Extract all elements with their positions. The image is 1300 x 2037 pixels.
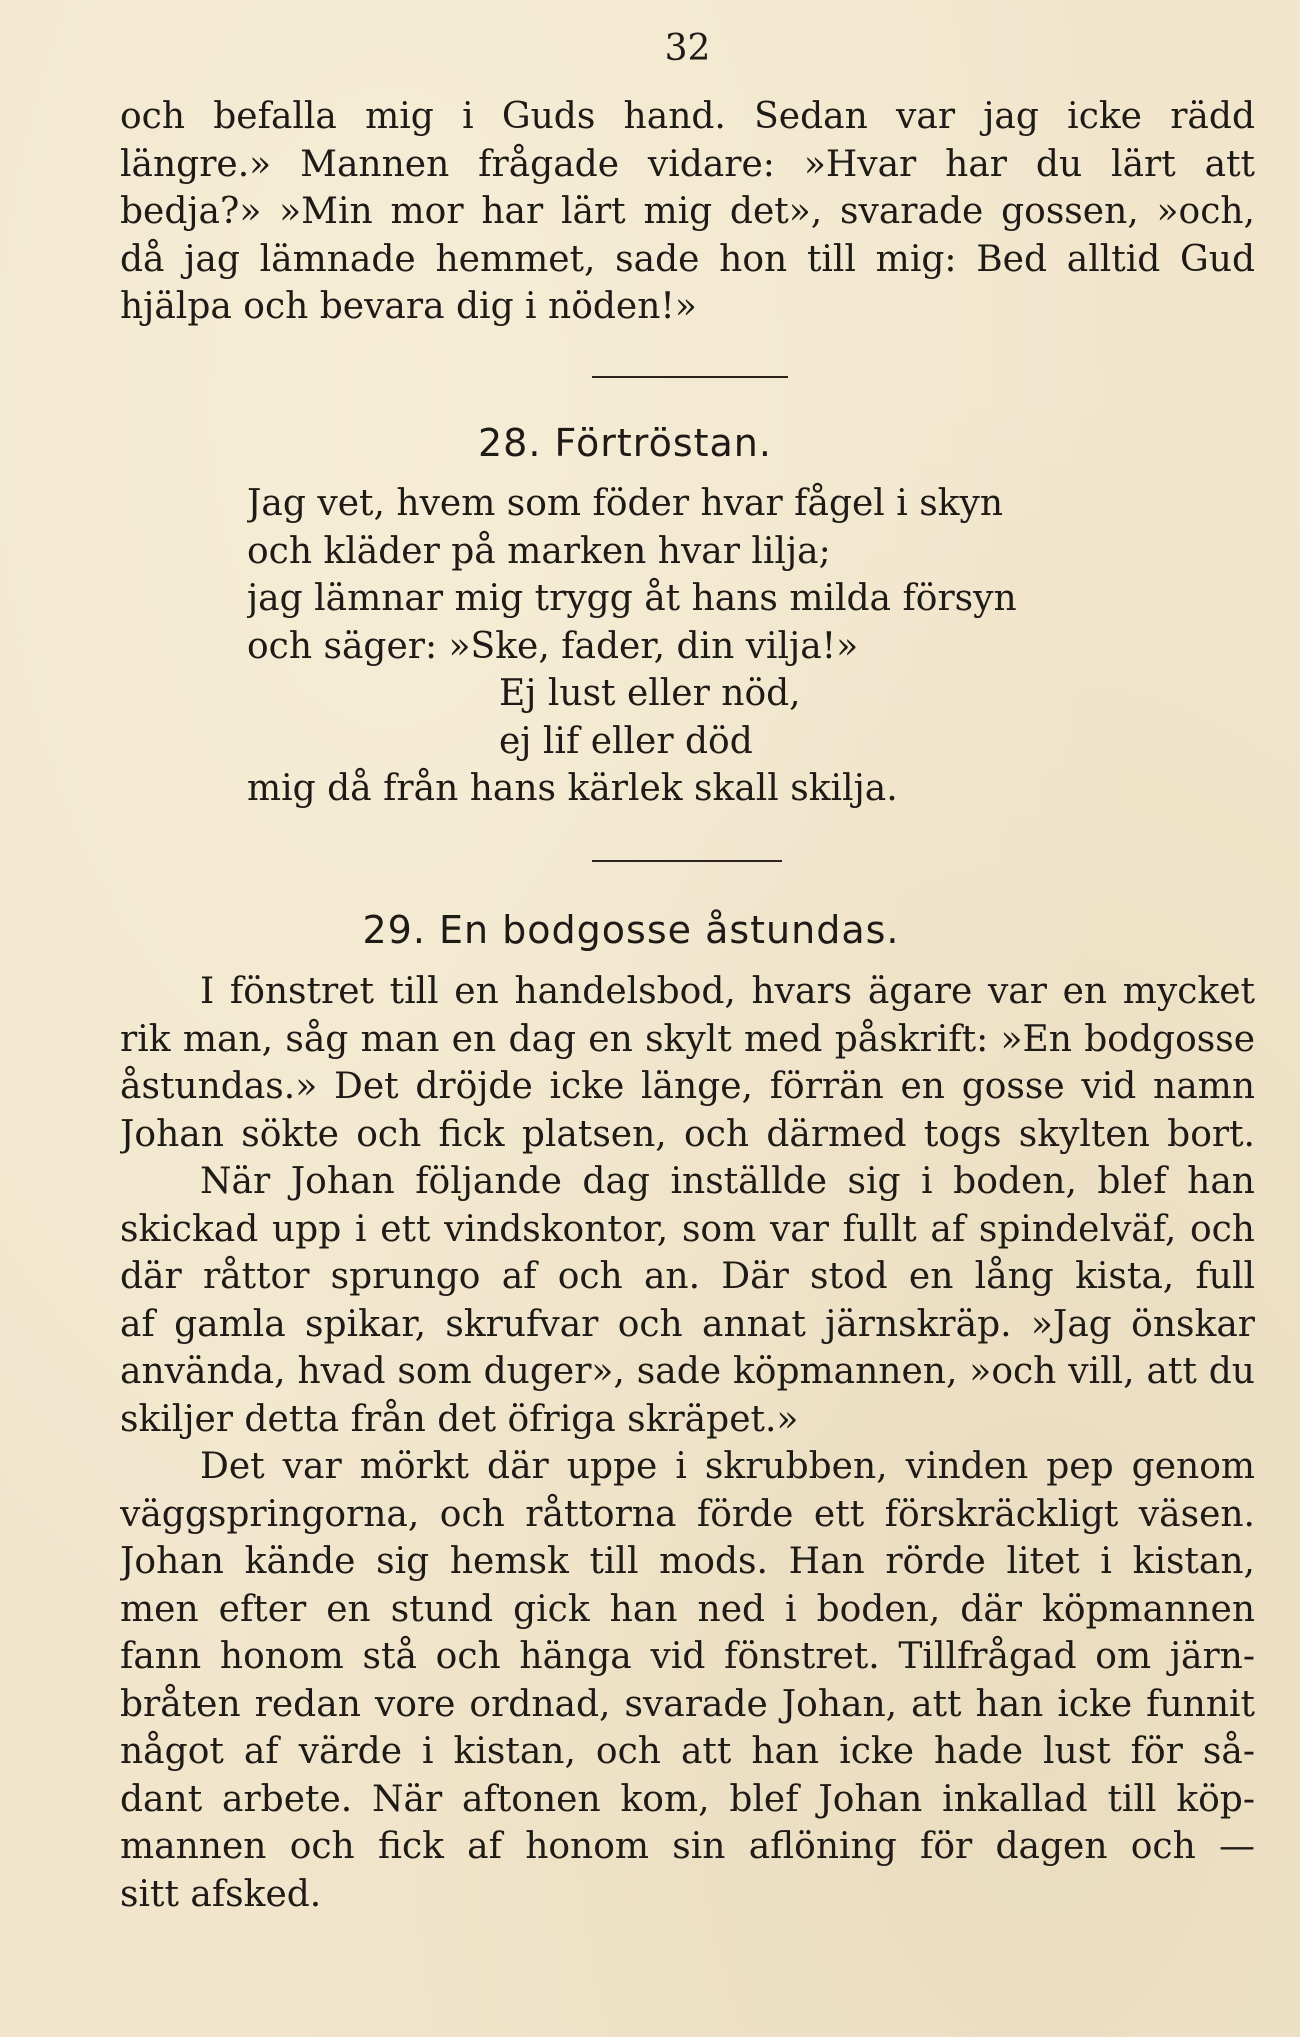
poem-line: Ej lust eller nöd, — [499, 673, 801, 714]
text-line: och befalla mig i Guds hand. Sedan var jag icke rädd — [120, 96, 1255, 137]
section-heading-29: 29. En bodgosse åstundas. — [362, 908, 900, 952]
text-line: dant arbete. När aftonen kom, blef Johan inkallad till köp- — [120, 1778, 1255, 1820]
text-line: men efter en stund gick han ned i boden, där köpmannen — [120, 1588, 1255, 1630]
text-line: Det var mörkt där uppe i skrubben, vinden pep genom — [200, 1446, 1255, 1487]
poem-line: Jag vet, hvem som föder hvar fågel i skyn — [247, 483, 1004, 524]
text-line: något af värde i kistan, och att han icke hade lust för så- — [120, 1731, 1255, 1772]
text-line: sitt afsked. — [120, 1873, 322, 1915]
text-line: där råttor sprungo af och an. Där stod en lång kista, full — [120, 1256, 1255, 1297]
poem-line: och kläder på marken hvar lilja; — [247, 530, 831, 572]
text-line: rik man, såg man en dag en skylt med påskrift: »En bodgosse — [120, 1018, 1255, 1060]
text-line: mannen och fick af honom sin aflöning för dagen och — — [120, 1826, 1255, 1867]
text-line: skiljer detta från det öfriga skräpet.» — [120, 1398, 799, 1440]
text-line: När Johan följande dag inställde sig i boden, blef han — [200, 1161, 1255, 1202]
poem-line: jag lämnar mig trygg åt hans milda försyn — [247, 578, 1017, 619]
text-line: åstundas.» Det dröjde icke länge, förrän en gosse vid namn — [120, 1066, 1255, 1107]
text-line: Johan kände sig hemsk till mods. Han rörde litet i kistan, — [120, 1541, 1255, 1582]
intro-paragraph — [120, 93, 1255, 331]
text-line: fann honom stå och hänga vid fönstret. Tillfrågad om järn- — [120, 1636, 1255, 1677]
poem — [247, 480, 1107, 813]
text-line: af gamla spikar, skrufvar och annat järnskräp. »Jag önskar — [120, 1303, 1255, 1345]
text-line: Johan sökte och fick platsen, och därmed togs skylten bort. — [120, 1113, 1255, 1155]
text-line: väggspringorna, och råttorna förde ett förskräckligt väsen. — [120, 1493, 1255, 1535]
text-line: bedja?» »Min mor har lärt mig det», svarade gossen, »och, — [120, 191, 1255, 232]
section-divider — [592, 860, 782, 862]
text-line: längre.» Mannen frågade vidare: »Hvar har du lärt att — [120, 143, 1255, 185]
page-number: 32 — [664, 28, 711, 69]
text-line: använda, hvad som duger», sade köpmannen, »och vill, att du — [120, 1351, 1255, 1392]
text-line: då jag lämnade hemmet, sade hon till mig: Bed alltid Gud — [120, 238, 1255, 280]
poem-line: och säger: »Ske, fader, din vilja!» — [247, 625, 859, 667]
section-heading-28: 28. Förtröstan. — [478, 421, 772, 465]
poem-line: mig då från hans kärlek skall skilja. — [247, 768, 898, 809]
text-line: hjälpa och bevara dig i nöden!» — [120, 286, 697, 327]
story-text — [120, 968, 1255, 1918]
poem-line: ej lif eller död — [499, 720, 753, 762]
text-line: skickad upp i ett vindskontor, som var fullt af spindelväf, och — [120, 1208, 1255, 1250]
text-line: bråten redan vore ordnad, svarade Johan, att han icke funnit — [120, 1683, 1255, 1725]
section-divider — [592, 376, 788, 378]
text-line: I fönstret till en handelsbod, hvars ägare var en mycket — [200, 971, 1255, 1012]
